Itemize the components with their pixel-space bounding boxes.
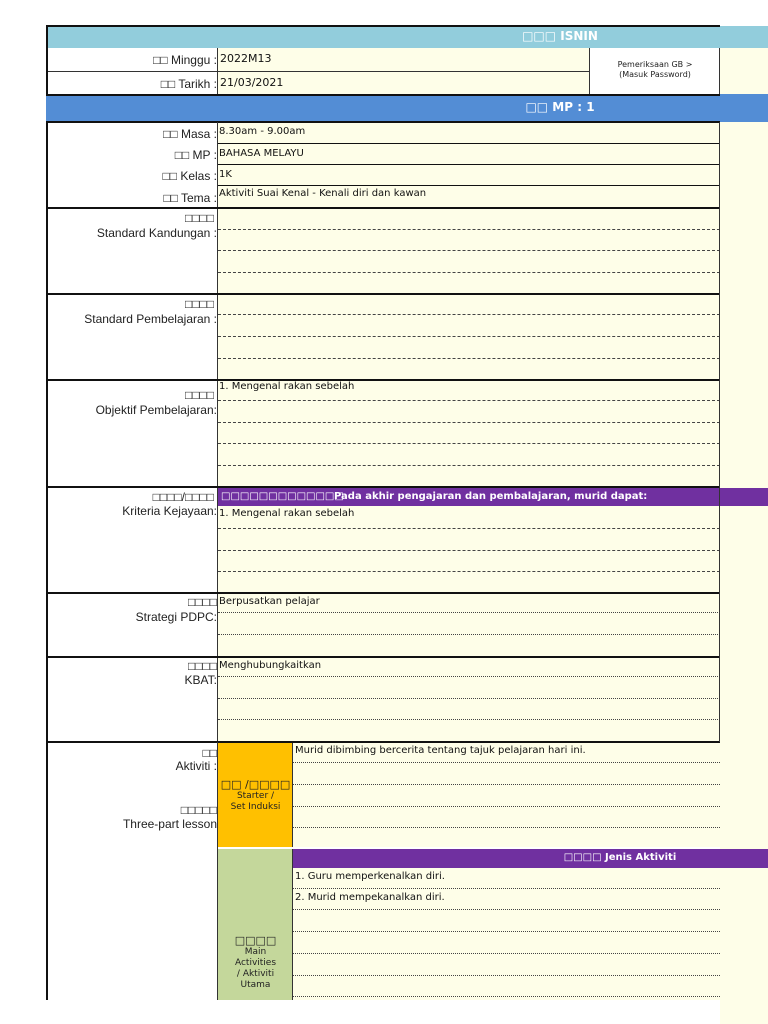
column-divider [217, 48, 218, 94]
kbat-value: Menghubungkaitkan [219, 660, 322, 671]
masa-value: 8.30am - 9.00am [219, 126, 306, 137]
jenis-aktiviti-title: □□□□ Jenis Aktiviti [563, 852, 677, 863]
row-line [218, 143, 720, 144]
review-button-line2: (Masuk Password) [619, 70, 691, 79]
cream-value-area [218, 122, 720, 742]
writing-line [293, 931, 720, 932]
writing-line [218, 698, 720, 699]
subject-title: □□ MP : 1 [525, 100, 595, 114]
date-value: 21/03/2021 [220, 76, 284, 89]
section-border [48, 592, 720, 594]
objektif-line1: 1. Mengenal rakan sebelah [219, 381, 355, 392]
kriteria-banner-text: Pada akhir pengajaran dan pembalajaran, murid dapat: [334, 491, 648, 502]
subject-header-border [46, 94, 720, 96]
week-value: 2022M13 [220, 52, 272, 65]
tema-value: Aktiviti Suai Kenal - Kenali diri dan kawan [219, 188, 427, 199]
writing-line [293, 806, 720, 807]
kriteria-label-cjk: □□□□/□□□□ [152, 490, 214, 504]
writing-line [218, 676, 720, 677]
mp-label: □□ MP : [174, 148, 217, 162]
kriteria-banner-cjk: □□□□□□□□□□□□□ [221, 491, 344, 502]
writing-line [218, 719, 720, 720]
kriteria-label: Kriteria Kejayaan: [122, 504, 217, 518]
writing-line [218, 550, 720, 551]
writing-line [218, 443, 720, 444]
kriteria-line1: 1. Mengenal rakan sebelah [219, 508, 355, 519]
strategi-label: Strategi PDPC: [135, 610, 217, 624]
writing-line [218, 272, 720, 273]
side-panel [720, 48, 768, 1024]
standard-pembelajaran-label-cjk: □□□□ [185, 297, 214, 311]
starter-line1: Murid dibimbing bercerita tentang tajuk pelajaran hari ini. [295, 745, 586, 756]
review-button-line1: Pemeriksaan GB > [617, 60, 693, 69]
writing-line [293, 953, 720, 954]
writing-line [218, 400, 720, 401]
aktiviti-label: Aktiviti : [175, 759, 217, 773]
writing-line [218, 314, 720, 315]
strategi-value: Berpusatkan pelajar [219, 596, 320, 607]
objektif-label-cjk: □□□□ [185, 388, 214, 402]
writing-line [218, 358, 720, 359]
main-line2: 2. Murid mempekanalkan diri. [295, 892, 445, 903]
subject-header [46, 94, 768, 122]
writing-line [218, 465, 720, 466]
starter-label [218, 778, 293, 813]
writing-line [293, 827, 720, 828]
objektif-label: Objektif Pembelajaran: [95, 403, 217, 417]
aktiviti-label-cjk: □□ [202, 746, 217, 760]
subject-header-bottom-border [46, 121, 720, 123]
section-border [48, 741, 720, 743]
day-header-extension [720, 26, 768, 48]
main-sub4: Utama [240, 980, 271, 990]
tema-label: □□ Tema : [163, 191, 217, 205]
mp-value: BAHASA MELAYU [219, 148, 304, 159]
writing-line [293, 996, 720, 997]
main-sub3: / Aktiviti [236, 969, 275, 979]
section-border [48, 207, 720, 209]
main-activities-label [218, 934, 293, 991]
writing-line [293, 888, 720, 889]
writing-line [218, 612, 720, 613]
writing-line [218, 250, 720, 251]
writing-line [218, 528, 720, 529]
table-top-border [46, 25, 720, 27]
writing-line [293, 909, 720, 910]
main-title: □□□□ [234, 934, 277, 947]
review-right-border [719, 48, 720, 94]
writing-line [218, 422, 720, 423]
starter-sub1: Starter / [236, 791, 275, 801]
date-label: □□ Tarikh : [160, 77, 217, 91]
kelas-value: 1K [219, 169, 232, 180]
starter-title: □□ /□□□□ [220, 778, 291, 791]
masa-label: □□ Masa : [163, 127, 217, 141]
standard-kandungan-label: Standard Kandungan : [96, 226, 217, 240]
three-part-label-cjk: □□□□□ [180, 803, 217, 817]
review-divider [589, 48, 590, 94]
writing-line [293, 975, 720, 976]
writing-line [293, 784, 720, 785]
row-divider [48, 71, 590, 72]
kelas-label: □□ Kelas : [162, 169, 217, 183]
standard-kandungan-label-cjk: □□□□ [185, 211, 214, 225]
main-sub2: Activities [234, 958, 277, 968]
section-border [48, 656, 720, 658]
writing-line [218, 634, 720, 635]
cream-value-area [293, 742, 720, 847]
kbat-label-cjk: □□□□ [188, 659, 217, 673]
starter-sub2: Set Induksi [230, 802, 281, 812]
writing-line [293, 762, 720, 763]
standard-pembelajaran-label: Standard Pembelajaran : [84, 312, 217, 326]
writing-line [218, 336, 720, 337]
week-label: □□ Minggu : [153, 53, 217, 67]
review-password-button[interactable] [592, 60, 718, 86]
table-right-border [719, 122, 720, 742]
main-line1: 1. Guru memperkenalkan diri. [295, 871, 445, 882]
writing-line [218, 229, 720, 230]
writing-line [218, 571, 720, 572]
section-border [48, 379, 720, 381]
label-column-divider [217, 122, 218, 742]
kbat-label: KBAT: [184, 673, 217, 687]
section-border [48, 293, 720, 295]
row-line [218, 185, 720, 186]
strategi-label-cjk: □□□□ [188, 595, 217, 609]
main-sub1: Main [244, 947, 267, 957]
day-title: □□□ ISNIN [522, 29, 598, 43]
row-line [218, 164, 720, 165]
three-part-label: Three-part lesson [122, 817, 217, 831]
